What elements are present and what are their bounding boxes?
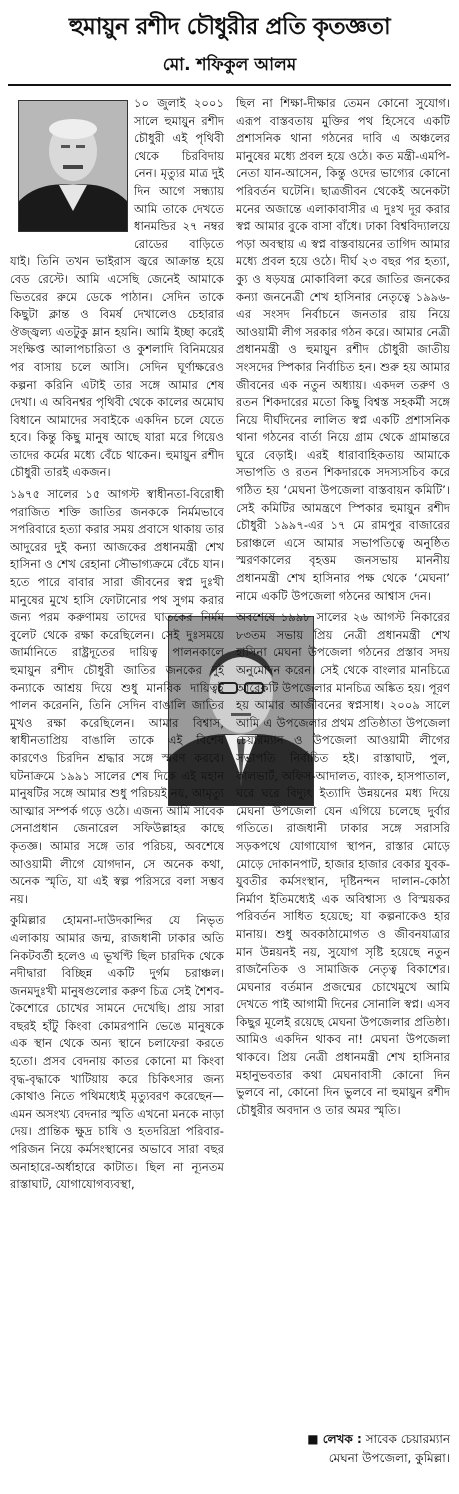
author-title: সাবেক চেয়ারম্যান	[365, 1432, 450, 1446]
article-column-right	[236, 95, 450, 1455]
photo-wrap-space	[10, 95, 134, 241]
author-label: ■ লেখক :	[307, 1432, 362, 1446]
paragraph-2: ১৯৭৫ সালের ১৫ আগস্ট স্বাধীনতা-বিরোধী পরাজিত শক্তি জাতির জনককে নির্মমভাবে সপরিবারে হত্যা করার সময় প্রবাসে থাকায় তার আদুরের দুই কন্যা আজকের প্রধানমন্ত্রী শেখ হাসিনা ও শেখ রেহানা সৌভাগ্যক্রমে বেঁচে যান। হতে পারে বাবার সারা জীবনের স্বপ্ন দুঃখী মানুষের মুখে হাসি ফোটানোর পথ সুগম করার জন্য পরম করুণাময় তাদের ঘাতকের নির্মম বুলেট থেকে রক্ষা করেছিলেন। সেই দুঃসময়ে জার্মানিতে রাষ্ট্রদূতের দায়িত্ব পালনকালে হুমায়ুন রশীদ চৌধুরী জাতির জনকের দুই কন্যাকে আশ্রয় দিয়ে শুধু মানবিক দায়িত্বই পালন করেননি, তিনি সেদিন বাঙালি জাতির মুখও রক্ষা করেছিলেন। আমার বিশ্বাস, স্বাধীনতাপ্রিয় বাঙালি তাকে এই বিশেষ কারণেও চিরদিন শ্রদ্ধার সঙ্গে স্মরণ করবে। ঘটনাক্রমে ১৯৯১ সালের শেষ দিকে এই মহান মানুষটির সঙ্গে আমার শুধু পরিচয়ই নয়, আমৃত্যু আত্মার সম্পর্ক গড়ে ওঠে। এজন্য আমি সাবেক সেনাপ্রধান জেনারেল সফিউল্লাহর কাছে কৃতজ্ঞ। আমার সঙ্গে তার পরিচয়, অবশেষে আওয়ামী লীগে যোগদান, সে অনেক কথা, অনেক স্মৃতি, যা এই স্বল্প পরিসরে বলা সম্ভব নয়।	[10, 487, 224, 906]
author-signature	[236, 1430, 450, 1468]
article-column-left	[10, 95, 224, 1475]
headline-rule	[8, 84, 451, 86]
paragraph-3: কুমিল্লার হোমনা-দাউদকান্দির যে নিভৃত এলাকায় আমার জন্ম, রাজধানী ঢাকার অতি নিকটবর্তী হলেও এ ভূখণ্টি ছিল চারদিক থেকে নদীদ্বারা বিচ্ছিন্ন একটি দুর্গম চরাঞ্চল। জনমদুঃখী মানুষগুলোর করুণ চিত্র সেই শৈশব-কৈশোরে চোখের সামনে দেখেছি। প্রায় সারা বছরই হাঁটু কিংবা কোমরপানি ভেঙে মানুষকে এক স্থান থেকে অন্য স্থানে চলাফেরা করতে হতো। প্রসব বেদনায় কাতর কোনো মা কিংবা বৃদ্ধ-বৃদ্ধাকে খাটিয়ায় করে চিকিৎসার জন্য কোথাও নিতে পথিমধ্যেই মৃত্যুবরণ করেছেন— এমন অসংখ্য বেদনার স্মৃতি এখনো মনকে নাড়া দেয়। প্রান্তিক ক্ষুদ্র চাষি ও হতদরিদ্রা পরিবার-পরিজন নিয়ে কর্মসংস্থানের অভাবে সারা বছর অনাহারে-অর্ধাহারে কাটাত। ছিল না ন্যূনতম রাস্তাঘাট, যোগাযোগব্যবস্থা,	[10, 913, 224, 1192]
article-byline: মো. শফিকুল আলম	[162, 55, 297, 75]
article-headline: হুমায়ুন রশীদ চৌধুরীর প্রতি কৃতজ্ঞতা	[68, 14, 391, 40]
author-location: মেঘনা উপজেলা, কুমিল্লা।	[328, 1451, 450, 1465]
paragraph-4: ছিল না শিক্ষা-দীক্ষার তেমন কোনো সুযোগ। এরূপ বাস্তবতায় মুক্তির পথ হিসেবে একটি প্রশাসনিক থানা গঠনের দাবি এ অঞ্চলের মানুষের মধ্যে প্রবল হয়ে ওঠে। কত মন্ত্রী-এমপি-নেতা যান-আসেন, কিন্তু ওদের ভাগ্যের কোনো পরিবর্তন ঘটেনি। ছাত্রজীবন থেকেই অনেকটা মনের অজান্তে এলাকাবাসীর এ দুঃখ দূর করার স্বপ্ন আমার বুকে বাসা বাঁধে। ঢাকা বিশ্ববিদ্যালয়ে পড়া অবস্থায় এ স্বপ্ন বাস্তবায়নের তাগিদ আমার মধ্যে প্রবল হয়ে ওঠে। দীর্ঘ ২৩ বছর পর হত্যা, ক্যু ও ষড়যন্ত্র মোকাবিলা করে জাতির জনকের কন্যা জননেত্রী শেখ হাসিনার নেতৃত্বে ১৯৯৬-এর সংসদ নির্বাচনে জনতার রায় নিয়ে আওয়ামী লীগ সরকার গঠন করে। আমার নেত্রী প্রধানমন্ত্রী ও হুমায়ুন রশীদ চৌধুরী জাতীয় সংসদের স্পিকার নির্বাচিত হন। শুরু হয় আমার জীবনের এক নতুন অধ্যায়। একদল তরুণ ও রতন শিকদারের মতো কিছু বিশ্বস্ত সহকর্মী সঙ্গে নিয়ে দীর্ঘদিনের লালিত স্বপ্ন একটি প্রশাসনিক থানা গঠনের বার্তা নিয়ে গ্রাম থেকে গ্রামান্তরে ঘুরে বেড়াই। এরই ধারাবাহিকতায় আমাকে সভাপতি ও রতন শিকদারকে সদস্যসচিব করে গঠিত হয় ‘মেঘনা উপজেলা বাস্তবায়ন কমিটি’। সেই কমিটির আমন্ত্রণে স্পিকার হুমায়ুন রশীদ চৌধুরী ১৯৯৭-এর ১৭ মে রামপুর বাজারের চরাঞ্চলে এসে আমার সভাপতিত্বে অনুষ্ঠিত স্মরণকালের বৃহত্তম জনসভায় মাননীয় প্রধানমন্ত্রী শেখ হাসিনার পক্ষ থেকে ‘মেঘনা’ নামে একটি উপজেলা গঠনের আশ্বাস দেন।	[236, 96, 450, 603]
paragraph-5: অবশেষে ১৯৯৮ সালের ২৬ আগস্ট নিকারের ৮৩তম সভায় প্রিয় নেত্রী প্রধানমন্ত্রী শেখ হাসিনা মেঘনা উপজেলা গঠনের প্রস্তাব সদয় অনুমোদন করেন। সেই থেকে বাংলার মানচিত্রে আরেকটি উপজেলার মানচিত্র অঙ্কিত হয়। পূরণ হয় আমার আজীবনের স্বপ্নসাধ। ২০০৯ সালে আমি এ উপজেলার প্রথম প্রতিষ্ঠাতা উপজেলা চেয়ারম্যান ও উপজেলা আওয়ামী লীগের সভাপতি নির্বাচিত হই। রাস্তাঘাট, পুল, কালভার্ট, অফিস-আদালত, ব্যাংক, হাসপাতাল, ঘরে ঘরে বিদ্যুৎ ইত্যাদি উন্নয়নের মধ্য দিয়ে মেঘনা উপজেলা যেন এগিয়ে চলেছে দুর্বার গতিতে। রাজধানী ঢাকার সঙ্গে সরাসরি সড়কপথে যোগাযোগ স্থাপন, রাস্তার মোড়ে মোড়ে দোকানপাট, হাজার হাজার বেকার যুবক-যুবতীর কর্মসংস্থান, দৃষ্টিনন্দন দালান-কোঠা নির্মাণ ইতিমধ্যেই এক অবিশ্বাস্য ও বিস্ময়কর পরিবর্তন সাধিত হয়েছে; যা কল্পনাকেও হার মানায়। শুধু অবকাঠামোগত ও জীবনযাত্রার মান উন্নয়নই নয়, সুযোগ সৃষ্টি হয়েছে নতুন রাজনৈতিক ও সামাজিক নেতৃত্ব বিকাশের। মেঘনার বর্তমান প্রজন্মের চোখেমুখে আমি দেখতে পাই আগামী দিনের সোনালি স্বপ্ন। এসব কিছুর মূলেই রয়েছে মেঘনা উপজেলার প্রতিষ্ঠা। আমিও একদিন থাকব না! মেঘনা উপজেলা থাকবে। প্রিয় নেত্রী প্রধানমন্ত্রী শেখ হাসিনার মহানুভবতার কথা মেঘনাবাসী কোনো দিন ভুলবে না, কোনো দিন ভুলবে না হুমায়ুন রশীদ চৌধুরীর অবদান ও তার অমর স্মৃতি।	[236, 610, 450, 1117]
paragraph-1: ১০ জুলাই ২০০১ সালে হুমায়ুন রশীদ চৌধুরী এই পৃথিবী থেকে চিরবিদায় নেন। মৃত্যুর মাত্র দুই দিন আগে সন্ধ্যায় আমি তাকে দেখতে ধানমন্ডির ২৭ নম্বর রোডের বাড়িতে যাই। তিনি তখন ভাইরাস জ্বরে আক্রান্ত হয়ে বেড রেস্টে। আমি এসেছি জেনেই আমাকে ভিতরের রুমে ডেকে পাঠান। সেদিন তাকে কিছুটা ক্লান্ত ও বিমর্ষ দেখালেও চেহারার ঔজ্জ্বল্য এতটুকু ম্লান হয়নি। আমি ইচ্ছা করেই সংক্ষিপ্ত আলাপচারিতা ও কুশলাদি বিনিময়ের পর বাসায় চলে আসি। সেদিন ঘূর্ণাক্ষরেও কল্পনা করিনি এটাই তার সঙ্গে আমার শেষ দেখা। এ অবিনশ্বর পৃথিবী থেকে কালের অমোঘ বিধানে আমাদের সবাইকে একদিন চলে যেতে হবে। কিন্তু কিছু মানুষ আছে যারা মরে গিয়েও তাদের কর্মের মধ্যে বেঁচে থাকেন। হুমায়ুন রশীদ চৌধুরী তারই একজন।	[10, 96, 224, 480]
